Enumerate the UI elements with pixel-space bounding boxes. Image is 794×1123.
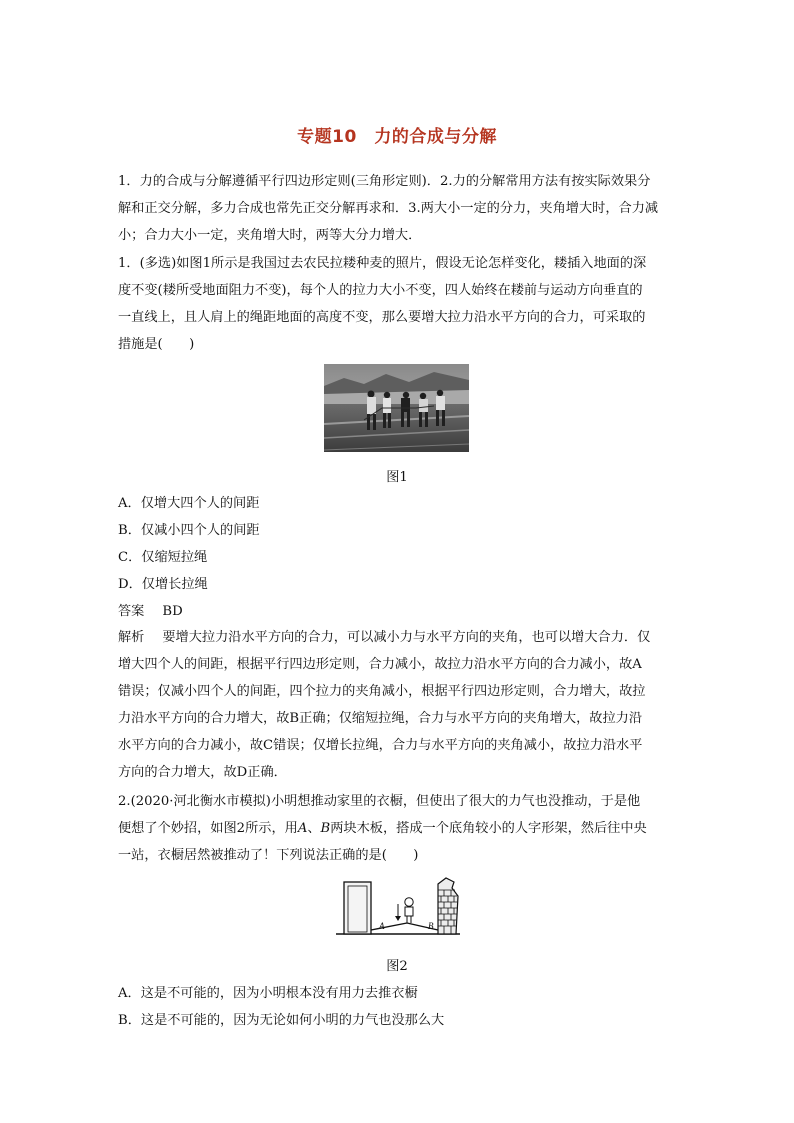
question-1-line: 一直线上，且人肩上的绳距地面的高度不变，那么要增大拉力沿水平方向的合力，可采取的	[118, 310, 646, 325]
question-1-line: 1．(多选)如图1所示是我国过去农民拉耧种麦的照片，假设无论怎样变化，耧插入地面的深	[118, 256, 647, 271]
analysis-label: 解析	[118, 630, 145, 645]
answer-label: 答案	[118, 604, 145, 619]
farmers-pulling-seeder-photo	[324, 364, 469, 452]
summary-line: 解和正交分解，多力合成也常先正交分解再求和．3.两大小一定的分力，夹角增大时，合力减	[118, 201, 659, 216]
board-b-label: B	[320, 821, 331, 836]
question-2-number: 2.	[118, 794, 131, 809]
question-2-line	[118, 815, 680, 842]
page-title: 专题10 力的合成与分解	[297, 127, 497, 147]
question-1-analysis	[118, 624, 680, 786]
question-2-option-a: A．这是不可能的，因为小明根本没有用力去推衣橱	[118, 986, 418, 1001]
question-2-text: (2020·河北衡水市模拟)小明想推动家里的衣橱，但使出了很大的力气也没推动，于是他	[130, 794, 641, 809]
figure-2-caption: 图2	[386, 959, 408, 974]
question-1-line: 措施是( )	[118, 337, 195, 352]
question-2-stem	[118, 788, 680, 869]
question-2-text: 两块木板，搭成一个底角较小的人字形架，然后往中央	[330, 821, 647, 836]
figure-1-caption: 图1	[386, 470, 408, 485]
summary-paragraph	[118, 168, 680, 249]
question-2-option-b: B．这是不可能的，因为无论如何小明的力气也没那么大	[118, 1013, 445, 1028]
board-a-label: A	[297, 821, 308, 836]
analysis-line: 增大四个人的间距，根据平行四边形定则，合力减小，故拉力沿水平方向的合力减小，故A	[118, 657, 642, 672]
question-1-answer	[118, 600, 183, 619]
analysis-line: 力沿水平方向的合力增大，故B正确；仅缩短拉绳，合力与水平方向的夹角增大，故拉力沿	[118, 711, 642, 726]
figure-label-b: B	[428, 921, 434, 931]
analysis-line	[118, 624, 680, 651]
question-1-stem	[118, 250, 680, 358]
question-1-option-b: B．仅减小四个人的间距	[118, 523, 260, 538]
question-1-option-d: D．仅增长拉绳	[118, 577, 208, 592]
analysis-line: 错误；仅减小四个人的间距，四个拉力的夹角减小，根据平行四边形定则，合力增大，故拉	[118, 684, 646, 699]
question-1-option-a: A．仅增大四个人的间距	[118, 496, 260, 511]
analysis-line: 水平方向的合力减小，故C错误；仅增长拉绳，合力与水平方向的夹角减小，故拉力沿水平	[118, 738, 643, 753]
answer-value: BD	[162, 604, 183, 619]
wardrobe-boards-diagram	[334, 874, 462, 938]
summary-line: 小；合力大小一定，夹角增大时，两等大分力增大．	[118, 228, 422, 243]
figure-label-a: A	[379, 921, 385, 931]
question-2-line: 一站，衣橱居然被推动了！下列说法正确的是( )	[118, 848, 419, 863]
analysis-line: 方向的合力增大，故D正确．	[118, 765, 287, 780]
question-2-line	[118, 788, 680, 815]
analysis-text: 要增大拉力沿水平方向的合力，可以减小力与水平方向的夹角，也可以增大合力．仅	[162, 630, 651, 645]
question-2-text: 、	[307, 821, 321, 836]
question-1-option-c: C．仅缩短拉绳	[118, 550, 208, 565]
question-1-line: 度不变(耧所受地面阻力不变)，每个人的拉力大小不变，四人始终在耧前与运动方向垂直的	[118, 283, 643, 298]
question-2-text: 便想了个妙招，如图2所示，用	[118, 821, 298, 836]
summary-line: 1．力的合成与分解遵循平行四边形定则(三角形定则)．2.力的分解常用方法有按实际效果分	[118, 174, 651, 189]
